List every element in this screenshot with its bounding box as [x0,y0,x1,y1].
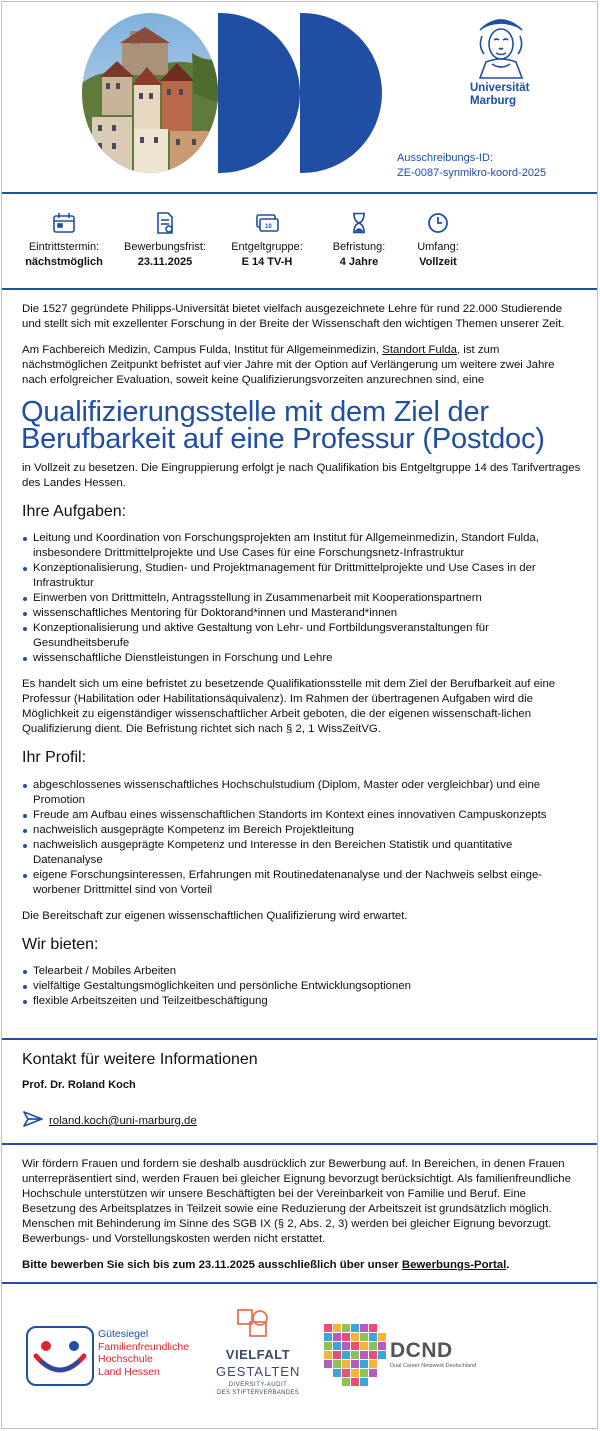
marburg-photo [82,13,218,173]
divider [2,288,597,290]
contact-name: Prof. Dr. Roland Koch [22,1079,136,1092]
aufgaben-heading: Ihre Aufgaben: [22,502,127,520]
clock-icon [426,212,450,234]
hourglass-icon [347,212,371,234]
money-icon [255,212,279,234]
header [0,0,600,192]
qualification-paragraph: Es handelt sich um eine befristet zu besetzende Qualifikationsstelle mit dem Ziel der Berufbarkeit auf eine Professur (Habilitation oder Habilitationsäquivalenz). Im Rahmen der übertragenen Aufgaben wird die Möglichkeit zu eigenständiger wissenschaftlicher Arbeit geboten, die der eigenen wissenschaft-lichen Qualifizierung dient. Die Befristung richtet sich nach § 2, 1 WissZeitVG. [22,678,556,736]
profil-heading: Ihr Profil: [22,749,87,767]
brand-half-circle-right [300,13,382,173]
calendar-icon [52,212,76,234]
contact-section [22,1050,582,1127]
job-description [22,302,582,1020]
fact-entgeltgruppe: 10 Entgeltgruppe: E 14 TV-H [216,212,318,270]
profil-list [22,778,582,898]
list-item: Telearbeit / Mobiles Arbeiten [22,964,582,979]
vielfalt-icon [236,1308,272,1338]
fact-umfang: Umfang: Vollzeit [400,212,476,270]
university-seal-icon [470,12,532,80]
list-item: abgeschlossenes wissenschaftliches Hochschulstudium (Diplom, Master oder vergleichbar) und eine Promotion [22,778,582,808]
apply-paragraph: Bitte bewerben Sie sich bis zum 23.11.2025 ausschließlich über unser Bewerbungs-Portal. [22,1259,510,1272]
bewerbungs-portal-link[interactable]: Bewerbungs-Portal [401,1259,507,1272]
svg-text:10: 10 [265,224,272,230]
send-icon [22,1110,44,1128]
fact-bewerbungsfrist: Bewerbungsfrist: 23.11.2025 [114,212,216,270]
employment-paragraph: in Vollzeit zu besetzen. Die Eingruppierung erfolgt je nach Qualifikation bis Entgeltgruppe 14 des Tarifvertrages des Landes Hessen. [22,461,581,489]
ausschreibungs-id: Ausschreibungs-ID: ZE-0087-synmikro-koord-2025 [397,152,547,180]
list-item: Konzeptionalisierung, Studien- und Projektmanagement für Drittmittelprojekte und Use Cases in der Infrastruktur [22,561,582,591]
brand-half-circle-left [218,13,300,173]
list-item: wissenschaftliche Dienstleistungen in Forschung und Lehre [22,651,582,666]
fact-eintrittstermin: Eintrittstermin: nächstmöglich [14,212,114,270]
equality-paragraph: Wir fördern Frauen und fordern sie deshalb ausdrücklich zur Bewerbung auf. In Bereichen, in denen Frauen unterrepräsentiert sind, werden Frauen bei gleicher Eignung bevorzugt berücksichtigt. Als familienfreundliche Hochschule unterstützen wir unsere Beschäftigten bei der Vereinbarkeit von Familie und Beruf. Eine Besetzung des Arbeitsplatzes in Teilzeit sowie eine Reduzierung der Arbeitszeit ist grundsätzlich möglich. Menschen mit Behinderung im Sinne des SGB IX (§ 2, Abs. 2, 3) werden bei gleicher Eignung bevorzugt. Bewerbungs- und Vorstellungskosten werden nicht erstattet. [22,1158,571,1246]
bieten-heading: Wir bieten: [22,936,99,954]
list-item: wissenschaftliches Mentoring für Doktorand*innen und Masterand*innen [22,606,582,621]
key-facts [14,212,476,270]
divider [2,1143,597,1145]
contact-email-row [22,1108,197,1129]
bieten-list [22,964,582,1009]
divider [2,1282,597,1284]
bereitschaft-paragraph: Die Bereitschaft zur eigenen wissenschaftlichen Qualifizierung wird erwartet. [22,910,408,923]
divider [2,192,597,194]
position-paragraph: Am Fachbereich Medizin, Campus Fulda, Institut für Allgemeinmedizin, Standort Fulda, ist zum nächstmöglichen Zeitpunkt befristet auf vier Jahre mit der Option auf Verlängerung um weitere zwei Jahre nach erfolgreicher Evaluation, soweit keine Qualifizierungsvorzeiten anzurechnen sind, eine [22,344,555,387]
dcnd-logo: DCND Dual Career Netzwerk Deutschland [390,1339,477,1369]
contact-heading: Kontakt für weitere Informationen [22,1051,258,1068]
divider [2,1038,597,1040]
contact-email-link[interactable]: roland.koch@uni-marburg.de [49,1115,197,1127]
guetesiegel-logo [26,1326,94,1386]
footer-text [22,1157,582,1284]
list-item: Freude am Aufbau eines wissenschaftlichen Standorts im Kontext eines innovativen Campuskonzepts [22,808,582,823]
certification-logos [0,1300,600,1410]
list-item: vielfältige Gestaltungsmöglichkeiten und persönliche Entwicklungsoptionen [22,979,582,994]
list-item: Einwerben von Drittmitteln, Antragsstellung in Zusammenarbeit mit Kooperationspartnern [22,591,582,606]
list-item: nachweislich ausgeprägte Kompetenz im Bereich Projektleitung [22,823,582,838]
intro-paragraph: Die 1527 gegründete Philipps-Universität bietet vielfach ausgezeichnete Lehre für rund 22.000 Studierende und stellt sich mit exzellenter Forschung in der Breite der Wissenschaft den wichtigen Themen unserer Zeit. [22,303,565,331]
list-item: flexible Arbeitszeiten und Teilzeitbeschäftigung [22,994,582,1009]
list-item: nachweislich ausgeprägte Kompetenz und Interesse in den Bereichen Statistik und quantitative Datenanalyse [22,838,582,868]
aufgaben-list [22,531,582,666]
fact-befristung: Befristung: 4 Jahre [318,212,400,270]
list-item: eigene Forschungsinteressen, Erfahrungen mit Routinedatenanalyse und der Nachweis selbst einge-worbener Drittmittel sind von Vorteil [22,868,582,898]
university-name: Universität Marburg [470,82,530,108]
job-title: Qualifizierungsstelle mit dem Ziel der Berufbarkeit auf eine Professur (Postdoc) [21,396,545,455]
guetesiegel-text: Gütesiegel Familienfreundliche Hochschule Land Hessen [98,1328,190,1378]
standort-fulda-link[interactable]: Standort Fulda [382,344,457,357]
document-icon [153,212,177,234]
family-icon [28,1328,92,1384]
list-item: Konzeptionalisierung und aktive Gestaltung von Lehr- und Fortbildungsveranstaltungen für Gesundheitsberufe [22,621,582,651]
list-item: Leitung und Koordination von Forschungsprojekten am Institut für Allgemeinmedizin, Standort Fulda, insbesondere Drittmittelprojekte und Use Cases für eine Forschungsnetz-Infrastruktur [22,531,582,561]
vielfalt-logo: VIELFALT GESTALTEN DIVERSITY-AUDIT DES STIFTERVERBANDES [216,1347,301,1397]
dcnd-mosaic-icon [324,1324,386,1386]
